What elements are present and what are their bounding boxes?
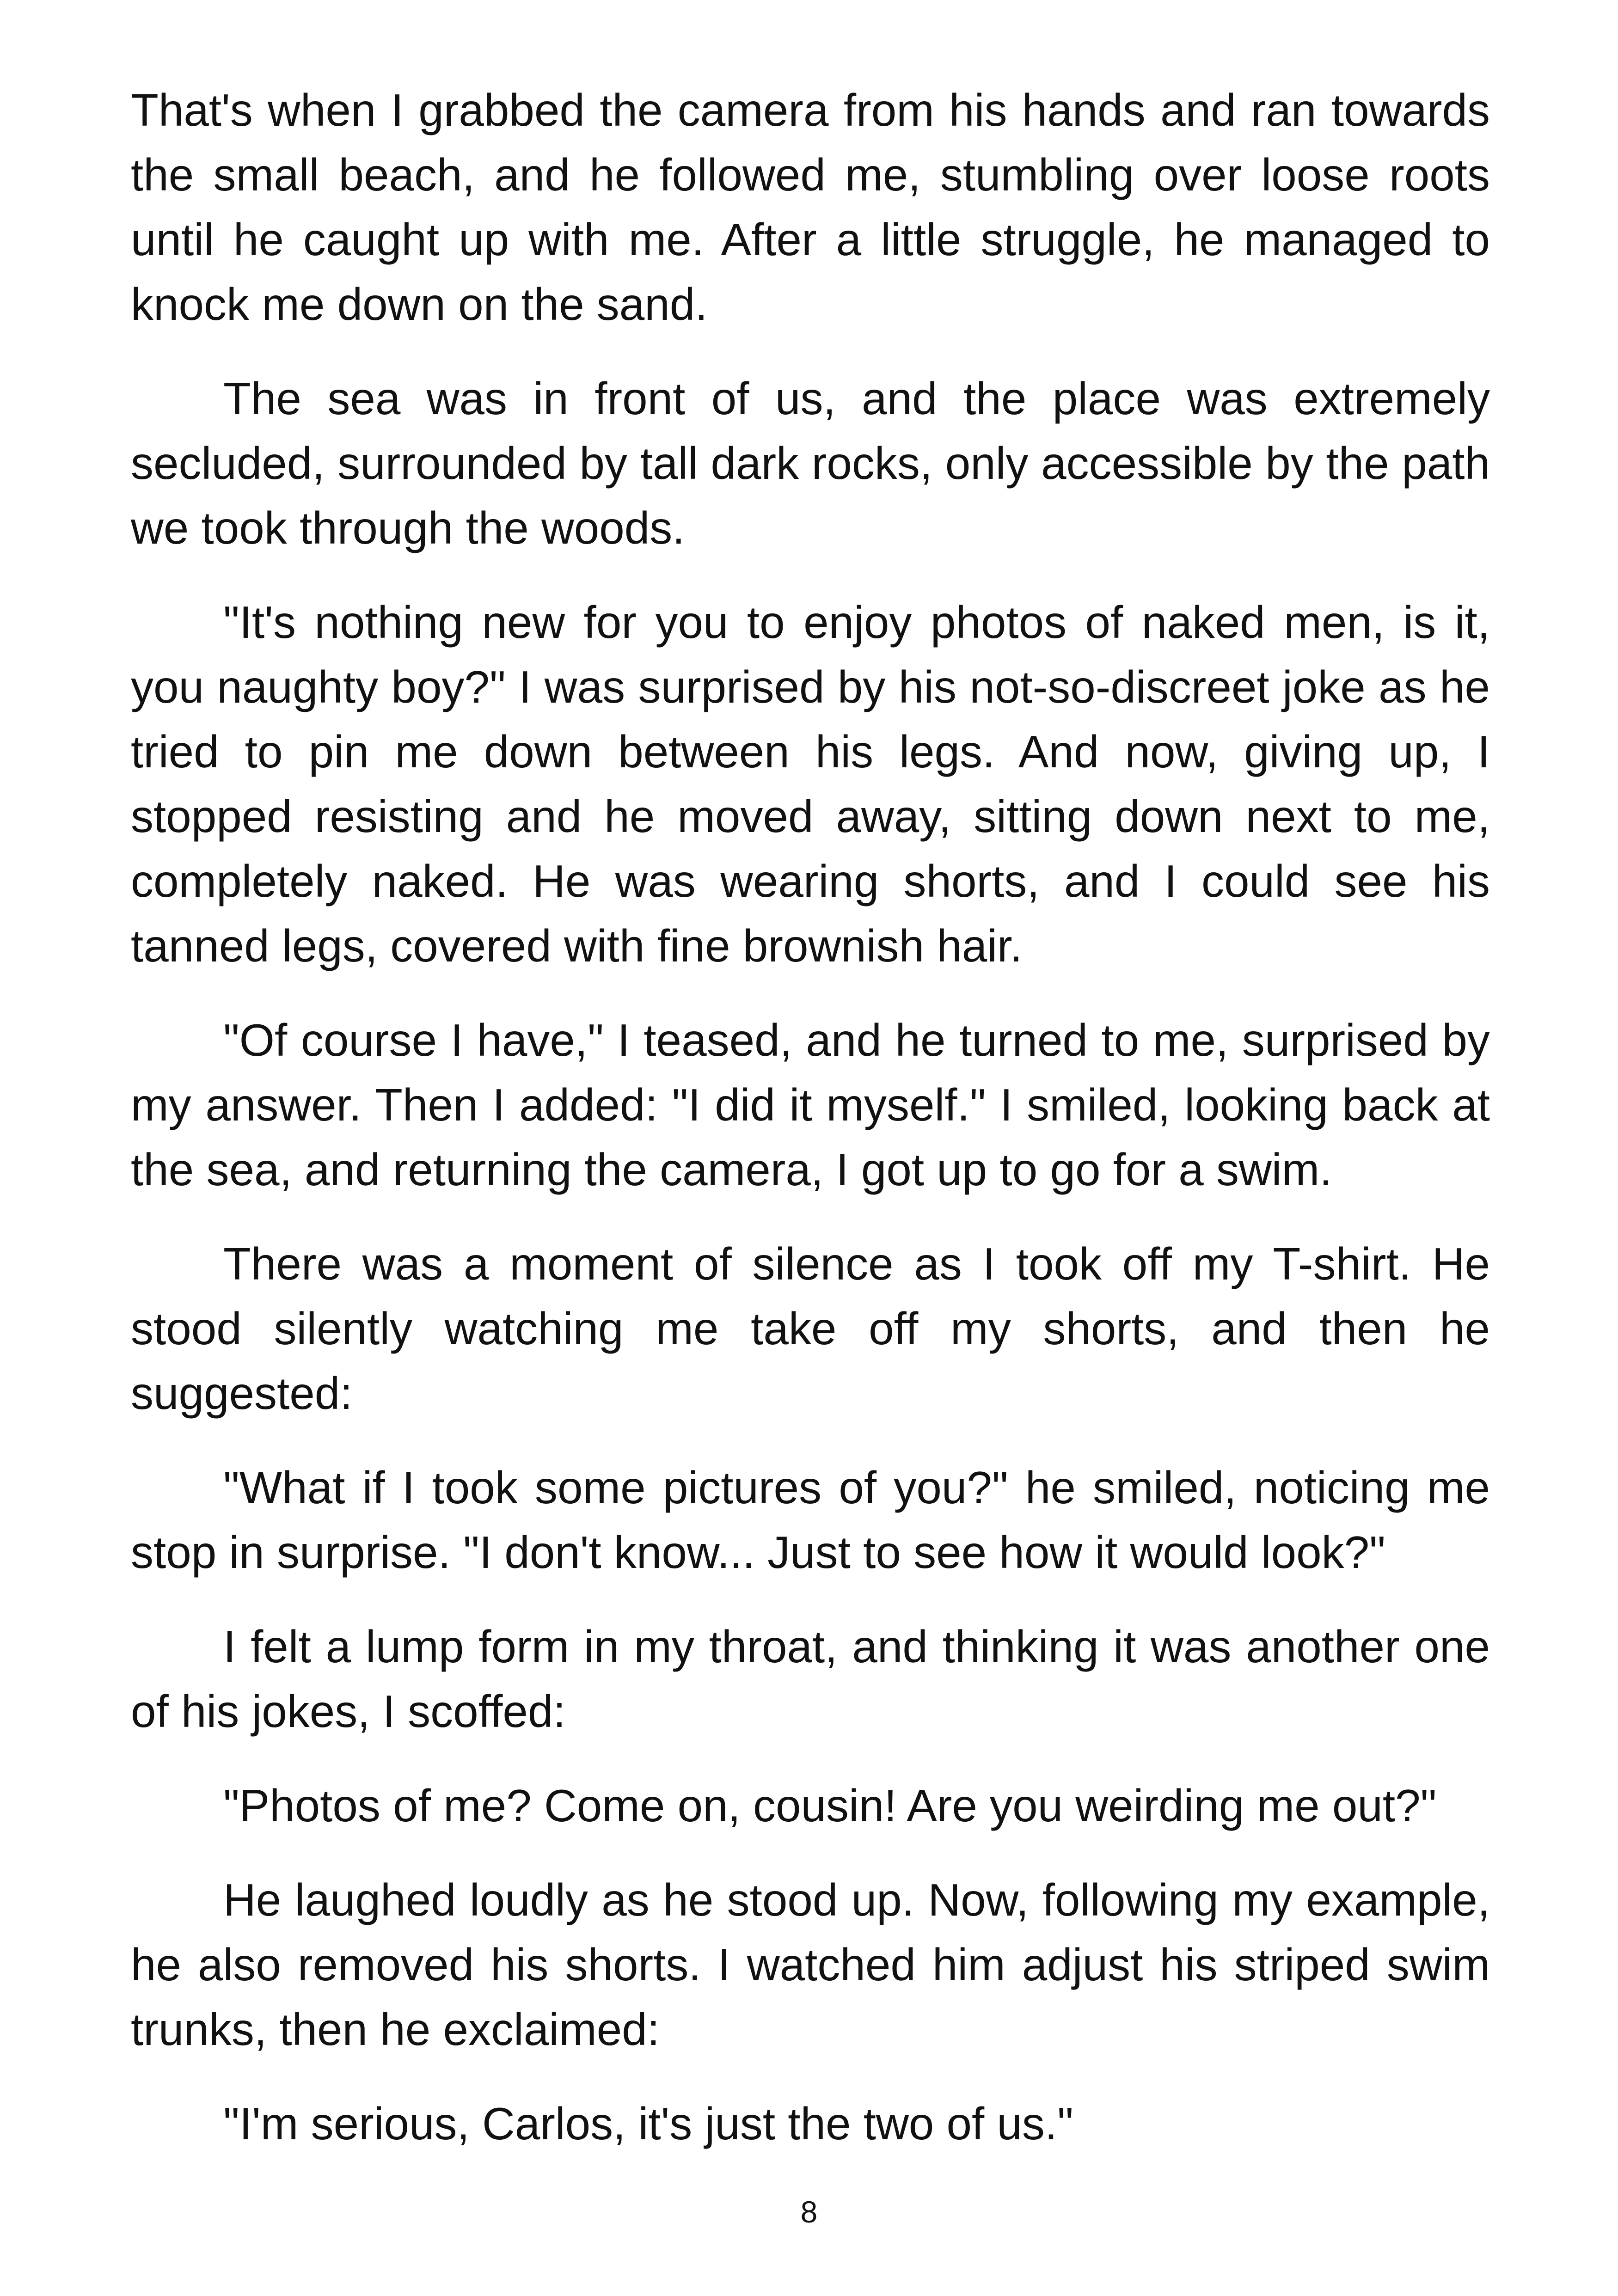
paragraph-8: "Photos of me? Come on, cousin! Are you weirding me out?"	[223, 1780, 1437, 1831]
page-number: 8	[800, 2195, 818, 2229]
paragraph-4: "Of course I have," I teased, and he turned to me, surprised by my answer. Then I added: "I did it myself." I smiled, looking back at the sea, and returning the camera, I got up to go for a swim.	[131, 1015, 1490, 1195]
paragraph-6: "What if I took some pictures of you?" he smiled, noticing me stop in surprise. "I don't know... Just to see how it would look?"	[131, 1462, 1490, 1578]
text-body	[131, 78, 1490, 2186]
paragraph-5: There was a moment of silence as I took off my T-shirt. He stood silently watching me take off my shorts, and then he suggested:	[131, 1238, 1490, 1419]
paragraph-1: That's when I grabbed the camera from his hands and ran towards the small beach, and he followed me, stumbling over loose roots until he caught up with me. After a little struggle, he managed to knock me down on the sand.	[131, 85, 1490, 330]
paragraph-9: He laughed loudly as he stood up. Now, following my example, he also removed his shorts. I watched him adjust his striped swim trunks, then he exclaimed:	[131, 1874, 1490, 2055]
paragraph-7: I felt a lump form in my throat, and thinking it was another one of his jokes, I scoffed:	[131, 1621, 1490, 1737]
paragraph-2: The sea was in front of us, and the place was extremely secluded, surrounded by tall dark rocks, only accessible by the path we took through the woods.	[131, 373, 1490, 553]
paragraph-3: "It's nothing new for you to enjoy photos of naked men, is it, you naughty boy?" I was surprised by his not-so-discreet joke as he tried to pin me down between his legs. And now, giving up, I stopped resisting and he moved away, sitting down next to me, completely naked. He was wearing shorts, and I could see his tanned legs, covered with fine brownish hair.	[131, 597, 1490, 971]
paragraph-10: "I'm serious, Carlos, it's just the two of us."	[223, 2098, 1073, 2149]
